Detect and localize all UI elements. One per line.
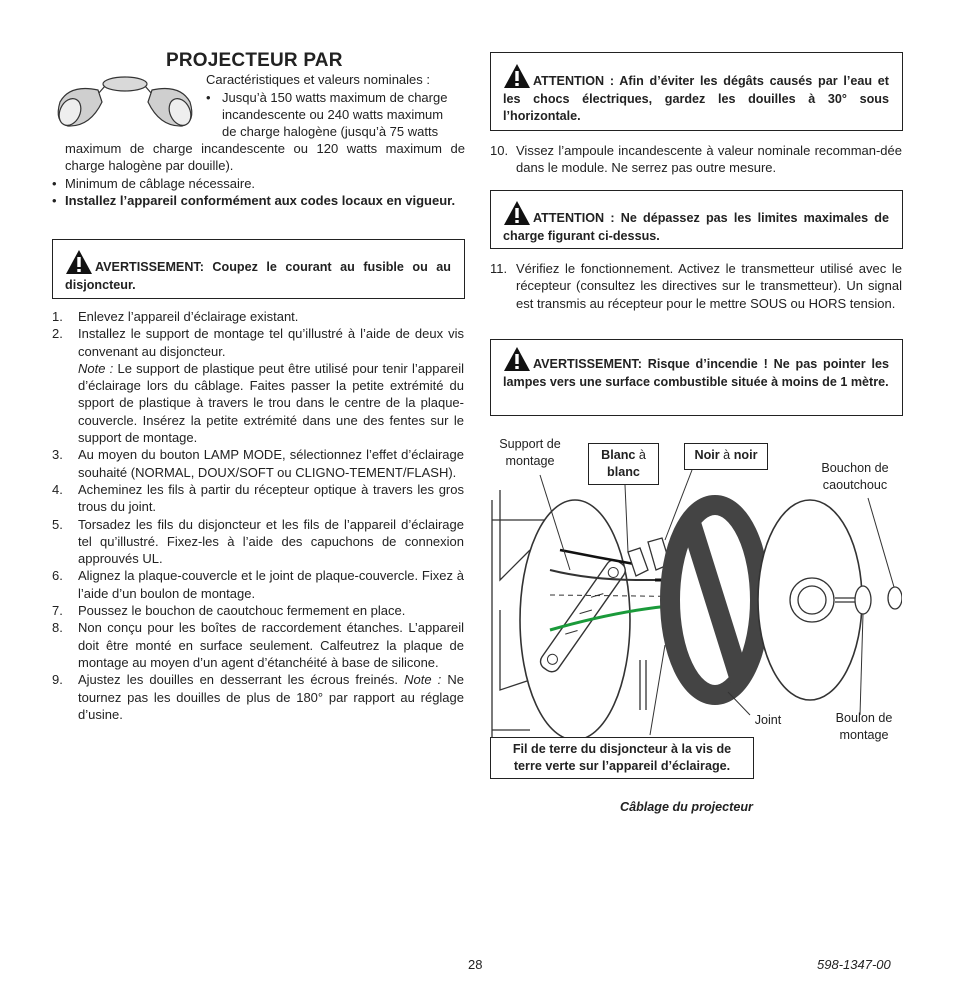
attention-box-water [490, 52, 903, 131]
step-item: 8. Non conçu pour les boîtes de raccordement étanches. L’appareil doit être monté en surface seulement. Calfeutrez la plaque de montage au moyen d’un agent d’étanchéité à base de silicone. [52, 620, 464, 670]
label-black-to-black: Noir à noir [684, 443, 768, 470]
warning-triangle-icon [65, 249, 93, 275]
steps-list-left [52, 308, 464, 723]
label-ground-wire: Fil de terre du disjoncteur à la vis de terre verte sur l’appareil d’éclairage. [490, 737, 754, 779]
label-mounting-bolt: Boulon de montage [835, 711, 893, 742]
step-item: 1. Enlevez l’appareil d’éclairage existant. [52, 309, 299, 324]
attention-text: ATTENTION : Ne dépassez pas les limites maximales de charge figurant ci-dessus. [503, 211, 889, 243]
step-item: 5. Torsadez les fils du disjoncteur et les fils de l’appareil d’éclairage tel qu’illustré. Fixez-les à l’aide des capuchons de connexion approuvés UL. [52, 516, 464, 567]
spec-line: maximum de charge incandescente ou 120 watts maximum de charge halogène par douille). [65, 141, 465, 174]
step-item: 7. Poussez le bouchon de caoutchouc fermement en place. [52, 603, 406, 619]
warning-box-power [52, 239, 465, 299]
warning-triangle-icon [503, 63, 531, 89]
specs-heading: Caractéristiques et valeurs nominales : [206, 72, 430, 87]
bullet-dot: • [52, 176, 57, 191]
label-rubber-plug: Bouchon de caoutchouc [821, 461, 889, 492]
document-code: 598-1347-00 [817, 957, 891, 972]
spec-line: incandescente ou 240 watts maximum [222, 107, 444, 122]
warning-triangle-icon [503, 346, 531, 372]
step-10: 10. Vissez l’ampoule incandescente à valeur nominale recomman-dée dans le module. Ne serrez pas outre mesure. [490, 143, 902, 176]
warning-text: AVERTISSEMENT: Risque d’incendie ! Ne pas pointer les lampes vers une surface combustible située à moins de 1 mètre. [503, 357, 889, 389]
warning-text: AVERTISSEMENT: Coupez le courant au fusible ou au disjoncteur. [65, 260, 451, 292]
diagram-caption: Câblage du projecteur [620, 800, 753, 814]
par-floodlight-illustration [50, 72, 200, 142]
step-item: 9. Ajustez les douilles en desserrant les écrous freinés. Note : Ne tournez pas les douilles de plus de 180° par rapport au réglage d’usine. [52, 672, 464, 722]
step-item: 2. Installez le support de montage tel qu’illustré à l’aide de deux vis convenant au disjoncteur. Note : Le support de plastique peut être utilisé pour tenir l’appareil d’éclairage lors du câblage. Faites passer la petite extrémité du spport de plastique à travers le trou dans le centre de la plaque-couvercle. Insérez la petite extrémité dans une des fentes sur le support de montage. [52, 326, 465, 446]
spec-bullet: Minimum de câblage nécessaire. [65, 176, 256, 191]
warning-box-fire [490, 339, 903, 416]
page-title: PROJECTEUR PAR [166, 50, 343, 71]
step-item: 4. Acheminez les fils à partir du récepteur optique à travers les gros trous du joint. [52, 481, 464, 515]
label-gasket: Joint [754, 713, 782, 727]
label-support: Support de montage [499, 437, 561, 468]
spec-line: de charge halogène (jusqu’à 75 watts [222, 124, 439, 139]
spec-line: Jusqu’à 150 watts maximum de charge [222, 90, 448, 105]
step-item: 6. Alignez la plaque-couvercle et le joint de plaque-couvercle. Fixez à l’aide d’un boulon de montage. [52, 568, 464, 601]
attention-box-load [490, 190, 903, 249]
attention-text: ATTENTION : Afin d’éviter les dégâts causés par l’eau et les chocs électriques, gardez les douilles à 30° sous l’horizontale. [503, 74, 889, 123]
step-item: 3. Au moyen du bouton LAMP MODE, sélectionnez l’effet d’éclairage souhaité (NORMAL, DOUX/SOFT ou CLIGNO-TEMENT/FLASH). [52, 447, 464, 480]
page-number: 28 [468, 957, 483, 972]
label-white-to-white: Blanc à blanc [588, 443, 659, 485]
wiring-diagram [490, 430, 902, 810]
spec-bullet-bold: Installez l’appareil conformément aux codes locaux en vigueur. [65, 193, 456, 208]
bullet-dot: • [206, 90, 211, 105]
warning-triangle-icon [503, 200, 531, 226]
step-11: 11. Vérifiez le fonctionnement. Activez le transmetteur utilisé avec le récepteur (consultez les directives sur le transmetteur). Un signal est transmis au récepteur pour le mettre SOUS ou HORS tension. [490, 261, 902, 311]
bullet-dot: • [52, 193, 57, 208]
